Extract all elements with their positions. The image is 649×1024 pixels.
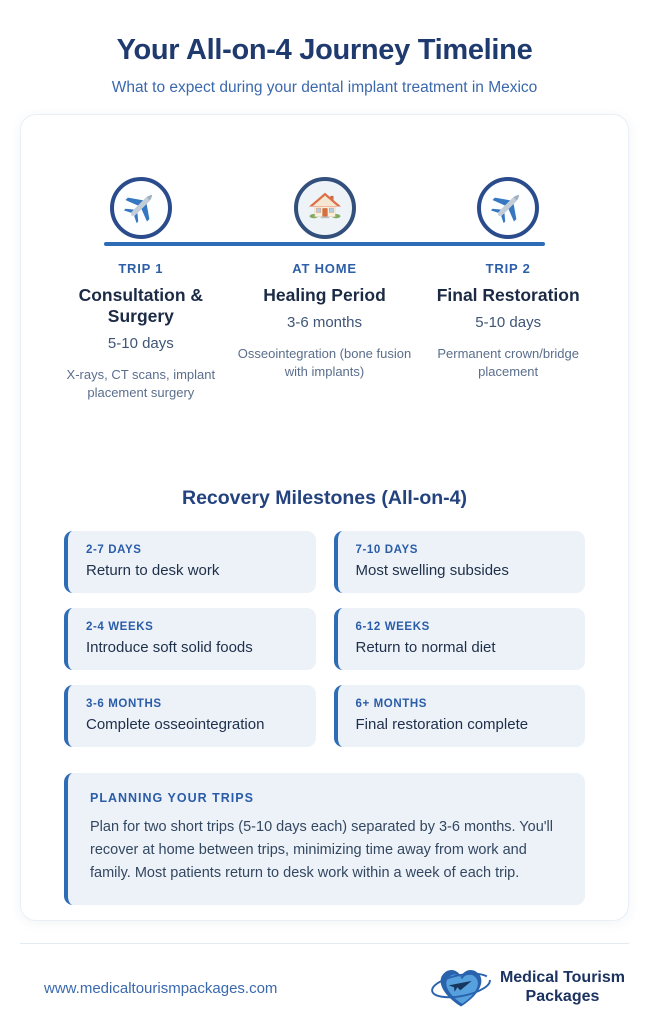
milestone-period: 6+ MONTHS <box>355 697 428 710</box>
trip1-name: Consultation & Surgery <box>78 285 204 326</box>
milestones-heading: Recovery Milestones (All-on-4) <box>182 486 467 509</box>
trip1-duration: 5-10 days <box>107 335 174 352</box>
milestone-period: 2-7 DAYS <box>86 543 142 556</box>
milestone-text: Return to desk work <box>86 561 220 579</box>
trip2-circle <box>477 177 539 239</box>
milestone-card <box>64 608 316 670</box>
brand-logo-block <box>430 960 625 1016</box>
milestone-text: Return to normal diet <box>355 638 496 656</box>
milestone-period: 2-4 WEEKS <box>86 620 154 633</box>
milestone-card <box>334 608 586 670</box>
page-footer <box>20 944 629 1016</box>
timeline-step-trip1 <box>49 177 233 403</box>
milestone-card <box>334 531 586 593</box>
milestone-card <box>64 531 316 593</box>
milestone-period: 3-6 MONTHS <box>86 697 162 710</box>
timeline-step-athome <box>233 177 417 403</box>
journey-timeline <box>49 177 600 403</box>
milestone-period: 7-10 DAYS <box>355 543 419 556</box>
milestone-text: Final restoration complete <box>355 715 529 733</box>
planning-trips-card <box>64 773 585 905</box>
airplane-icon <box>490 188 526 229</box>
planning-body: Plan for two short trips (5-10 days each) separated by 3-6 months. You'll recover at home between trips, minimizing time away from work and family. Most patients return to desk work within a week of each trip. <box>90 818 553 881</box>
timeline-card <box>20 114 629 921</box>
trip2-label: TRIP 2 <box>485 261 531 276</box>
milestone-card <box>64 685 316 747</box>
milestone-text: Introduce soft solid foods <box>86 638 253 656</box>
milestone-text: Complete osseointegration <box>86 715 265 733</box>
house-icon <box>308 189 342 228</box>
athome-label: AT HOME <box>292 261 357 276</box>
brand-name <box>500 969 625 1007</box>
trip1-label: TRIP 1 <box>118 261 164 276</box>
milestone-period: 6-12 WEEKS <box>355 620 430 633</box>
trip2-duration: 5-10 days <box>475 314 542 331</box>
page-title: Your All-on-4 Journey Timeline <box>116 34 533 66</box>
brand-name-line1: Medical Tourism <box>499 969 625 987</box>
athome-name: Healing Period <box>263 285 386 305</box>
trip1-circle <box>110 177 172 239</box>
athome-circle <box>294 177 356 239</box>
airplane-icon <box>123 188 159 229</box>
planning-title: PLANNING YOUR TRIPS <box>90 790 254 805</box>
milestones-grid <box>64 531 585 747</box>
page-header <box>0 0 649 97</box>
milestone-text: Most swelling subsides <box>355 561 509 579</box>
heart-plane-logo-icon <box>430 960 492 1016</box>
timeline-step-trip2 <box>416 177 600 403</box>
trip1-description: X-rays, CT scans, implant placement surgery <box>66 367 216 401</box>
trip2-name: Final Restoration <box>436 285 580 305</box>
page-subtitle: What to expect during your dental implant treatment in Mexico <box>111 79 538 96</box>
athome-duration: 3-6 months <box>286 314 363 331</box>
athome-description: Osseointegration (bone fusion with implants) <box>237 346 412 380</box>
milestone-card <box>334 685 586 747</box>
website-link[interactable]: www.medicaltourismpackages.com <box>44 979 278 997</box>
brand-name-line2: Packages <box>525 988 600 1005</box>
trip2-description: Permanent crown/bridge placement <box>437 346 579 380</box>
